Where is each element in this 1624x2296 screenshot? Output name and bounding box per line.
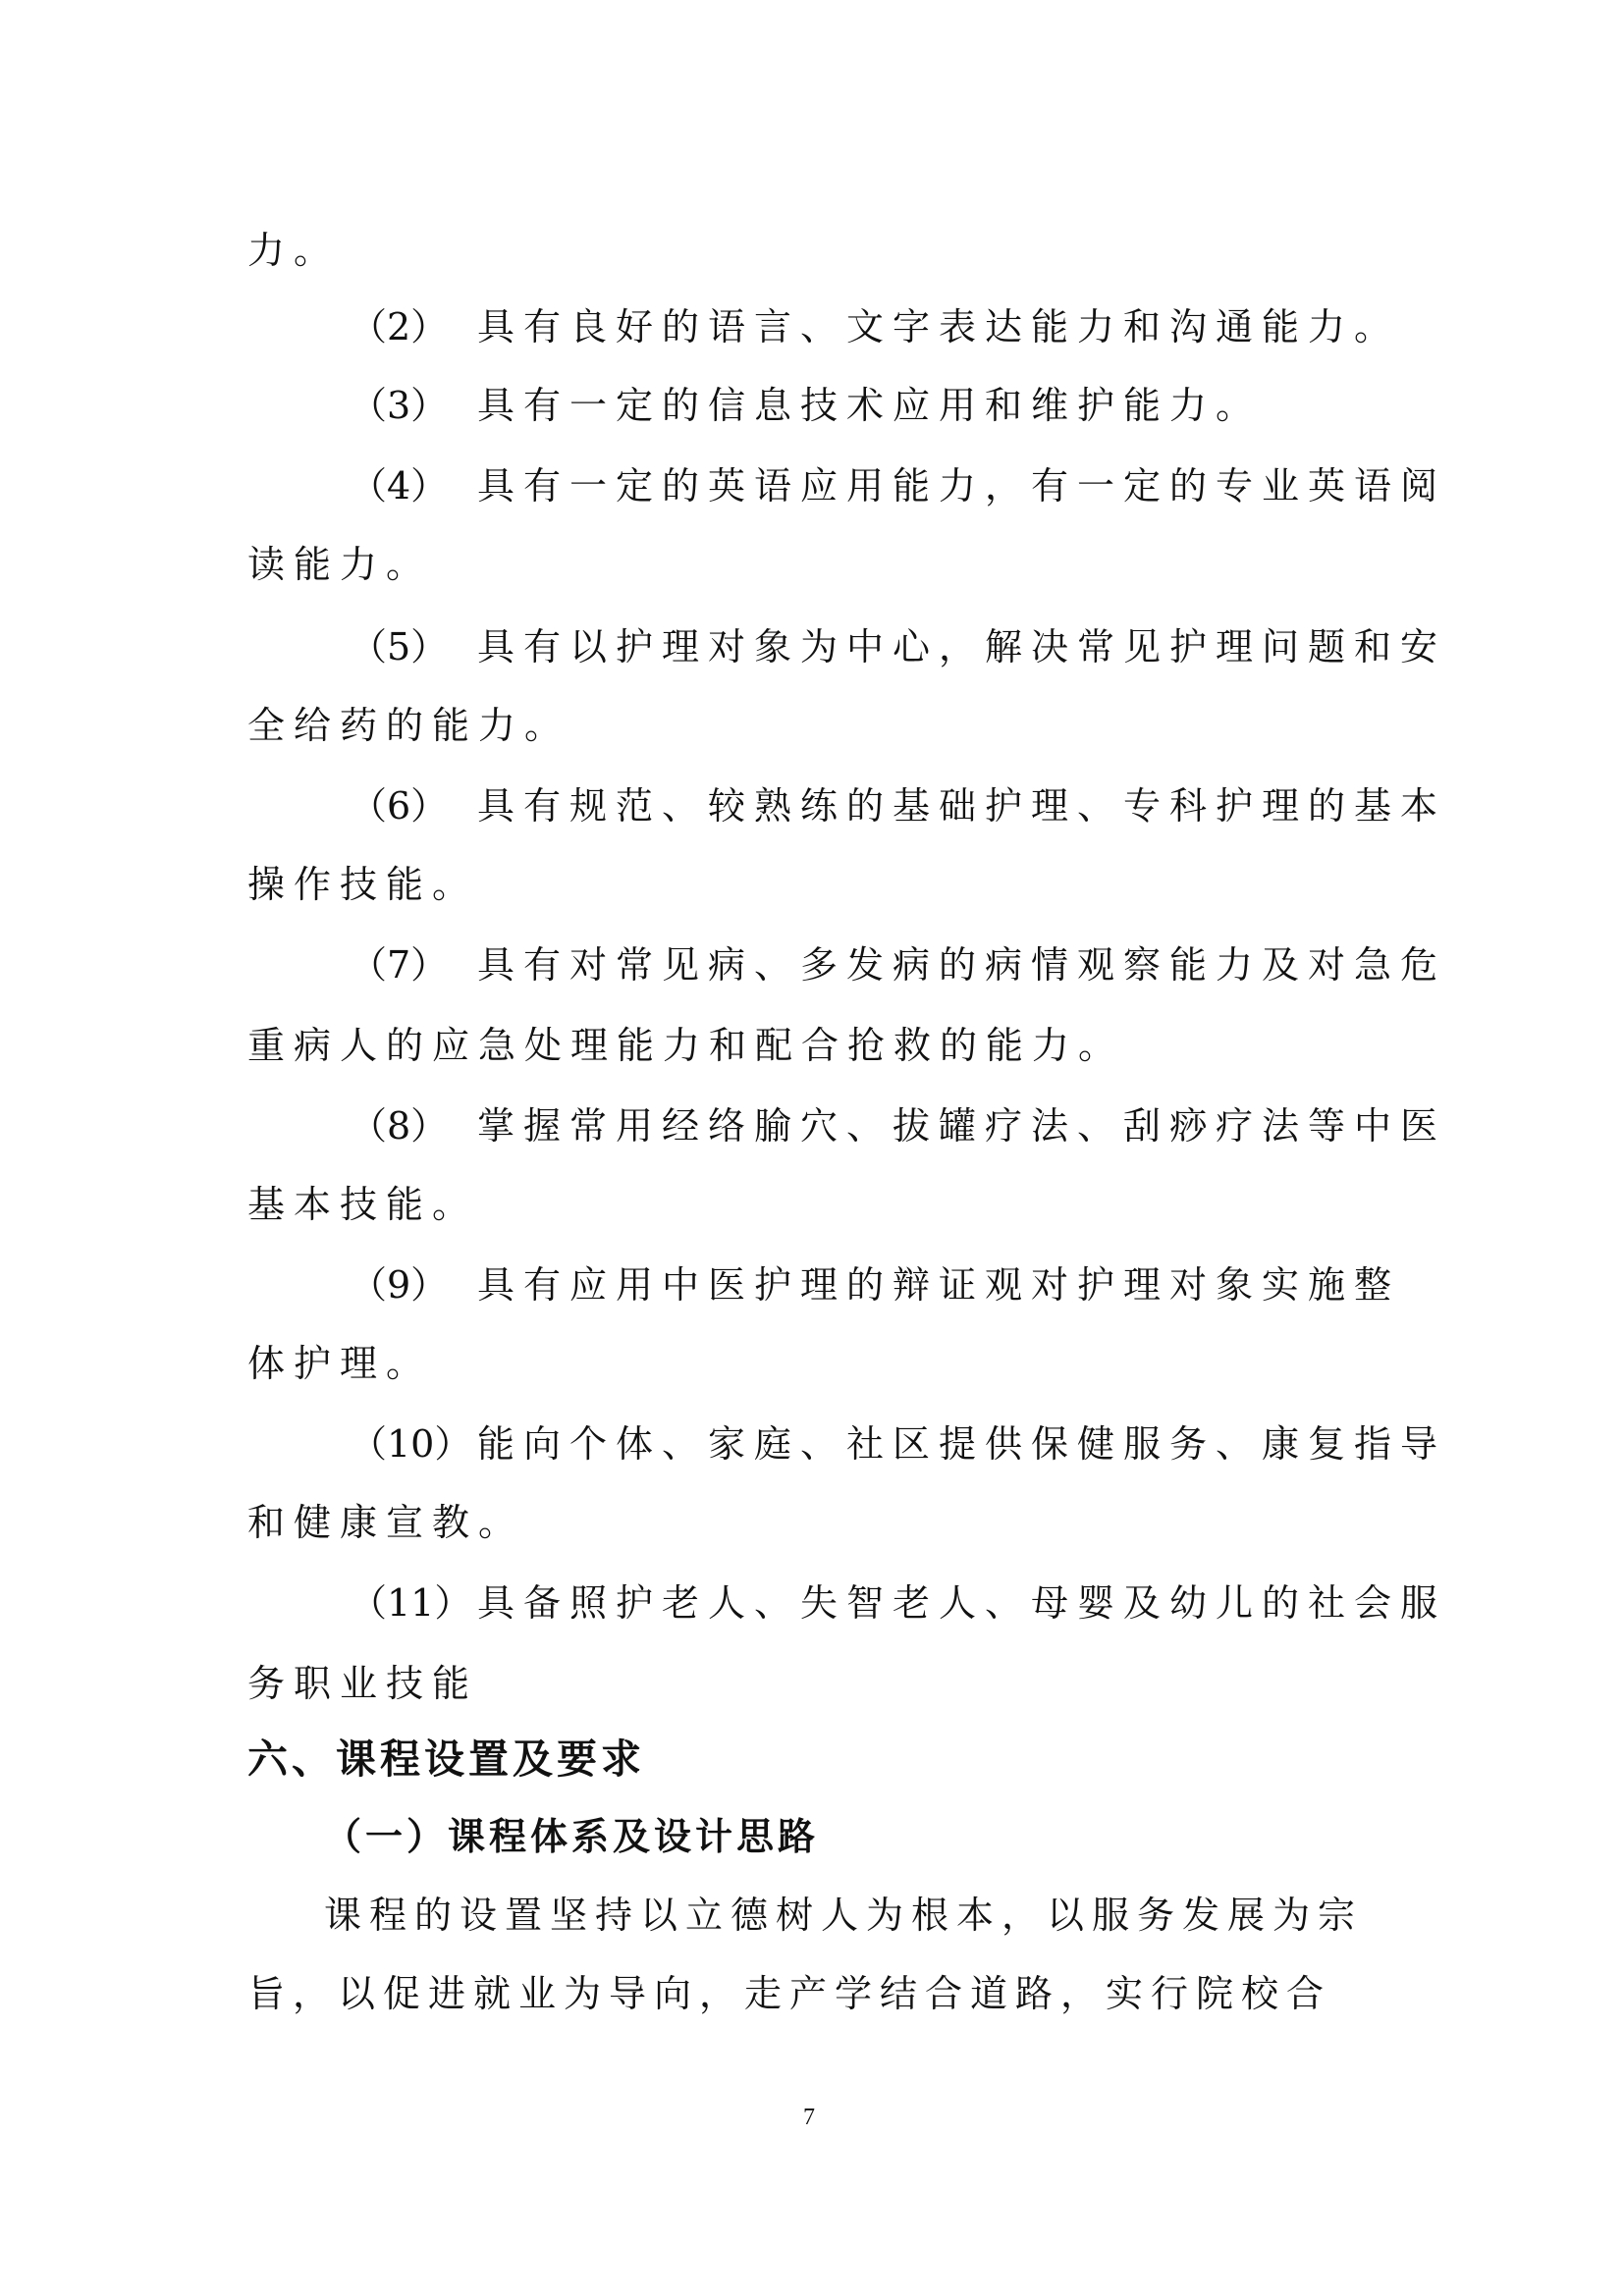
list-item bbox=[350, 784, 1447, 828]
item-number: （7） bbox=[350, 943, 449, 987]
text-line bbox=[247, 863, 479, 906]
list-item bbox=[350, 305, 1401, 348]
list-item bbox=[350, 943, 1447, 987]
line-text: 操作技能。 bbox=[247, 863, 479, 906]
item-text: 具有对常见病、多发病的病情观察能力及对急危 bbox=[477, 943, 1447, 987]
paragraph-line: 旨，以促进就业为导向，走产学结合道路，实行院校合 bbox=[247, 1972, 1332, 2015]
item-text: 具有一定的信息技术应用和维护能力。 bbox=[477, 384, 1263, 427]
item-number: （11） bbox=[350, 1581, 472, 1625]
list-item bbox=[350, 1422, 1447, 1466]
item-text: 能向个体、家庭、社区提供保健服务、康复指导 bbox=[477, 1422, 1447, 1466]
line-text: 务职业技能 bbox=[247, 1662, 479, 1705]
text-line bbox=[247, 1342, 433, 1385]
line-text: 力。 bbox=[247, 229, 341, 272]
item-number: （6） bbox=[350, 784, 449, 828]
line-text: 读能力。 bbox=[247, 543, 433, 586]
item-text: 具有以护理对象为中心，解决常见护理问题和安 bbox=[477, 625, 1447, 668]
line-text: 基本技能。 bbox=[247, 1183, 479, 1226]
line-text: 体护理。 bbox=[247, 1342, 433, 1385]
page-number: 7 bbox=[803, 2105, 815, 2130]
text-line bbox=[247, 1501, 525, 1544]
list-item bbox=[350, 625, 1447, 668]
item-text: 具有一定的英语应用能力，有一定的专业英语阅 bbox=[477, 464, 1447, 507]
paragraph-line: 课程的设置坚持以立德树人为根本，以服务发展为宗 bbox=[324, 1894, 1364, 1937]
text-line bbox=[247, 229, 341, 272]
list-item bbox=[350, 464, 1447, 507]
text-line bbox=[247, 704, 571, 747]
item-number: （5） bbox=[350, 625, 449, 668]
line-text: 重病人的应急处理能力和配合抢救的能力。 bbox=[247, 1024, 1125, 1067]
item-number: （3） bbox=[350, 384, 449, 427]
text-line bbox=[247, 1183, 479, 1226]
item-text: 具备照护老人、失智老人、母婴及幼儿的社会服 bbox=[477, 1581, 1447, 1625]
sub-heading: （一）课程体系及设计思路 bbox=[324, 1814, 820, 1858]
item-text: 具有规范、较熟练的基础护理、专科护理的基本 bbox=[477, 784, 1447, 828]
item-number: （4） bbox=[350, 464, 449, 507]
item-number: （2） bbox=[350, 305, 449, 348]
item-number: （9） bbox=[350, 1263, 449, 1307]
text-line bbox=[247, 1024, 1125, 1067]
list-item bbox=[350, 1581, 1447, 1625]
item-text: 具有应用中医护理的辩证观对护理对象实施整 bbox=[477, 1263, 1401, 1307]
list-item bbox=[350, 1104, 1447, 1148]
item-text: 具有良好的语言、文字表达能力和沟通能力。 bbox=[477, 305, 1401, 348]
line-text: 和健康宣教。 bbox=[247, 1501, 525, 1544]
item-number: （10） bbox=[350, 1422, 472, 1466]
text-line bbox=[247, 543, 433, 586]
list-item bbox=[350, 1263, 1401, 1307]
item-number: （8） bbox=[350, 1104, 449, 1148]
text-line bbox=[247, 1662, 479, 1705]
section-heading: 六、课程设置及要求 bbox=[247, 1735, 645, 1783]
list-item bbox=[350, 384, 1263, 427]
item-text: 掌握常用经络腧穴、拔罐疗法、刮痧疗法等中医 bbox=[477, 1104, 1447, 1148]
line-text: 全给药的能力。 bbox=[247, 704, 571, 747]
